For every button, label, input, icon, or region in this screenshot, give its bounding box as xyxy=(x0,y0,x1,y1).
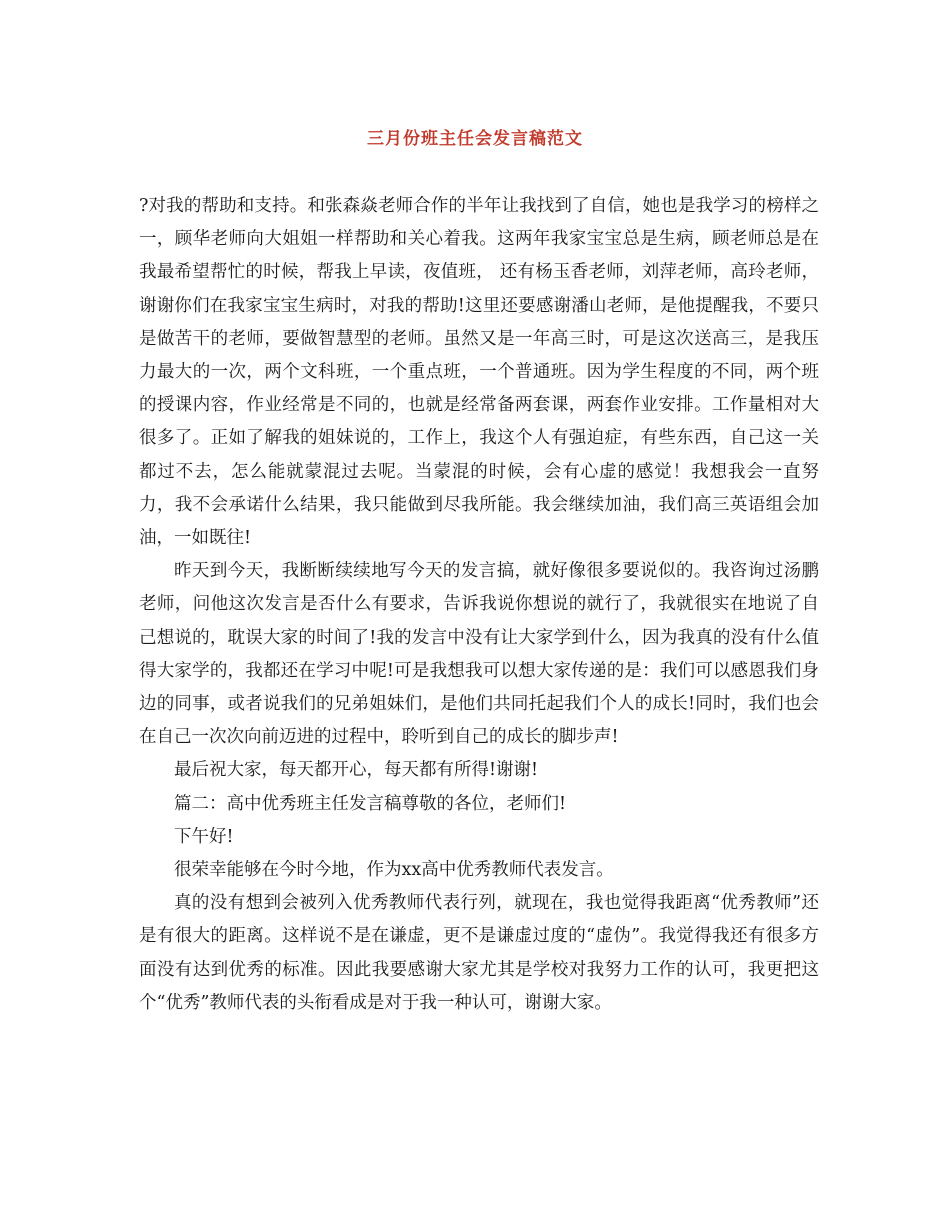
paragraph: 下午好! xyxy=(174,826,234,847)
document-body xyxy=(139,190,819,1020)
paragraph: 很荣幸能够在今时今地，作为xx高中优秀教师代表发言。 xyxy=(174,860,614,881)
paragraph: 篇二：高中优秀班主任发言稿尊敬的各位，老师们! xyxy=(174,793,567,814)
paragraph: ?对我的帮助和支持。和张森焱老师合作的半年让我找到了自信，她也是我学习的榜样之一，顾华老师向大姐姐一样帮助和关心着我。这两年我家宝宝总是生病，顾老师总是在我最希望帮忙的时候，帮我上早读，夜值班， 还有杨玉香老师，刘萍老师，高玲老师，谢谢你们在我家宝宝生病时，对我的帮助!这里还要感谢潘山老师，是他提醒我，不要只是做苦干的老师，要做智慧型的老师。虽然又是一年高三时，可是这次送高三，是我压力最大的一次，两个文科班，一个重点班，一个普通班。因为学生程度的不同，两个班的授课内容，作业经常是不同的，也就是经常备两套课，两套作业安排。工作量相对大很多了。正如了解我的姐妹说的，工作上，我这个人有强迫症，有些东西，自己这一关都过不去，怎么能就蒙混过去呢。当蒙混的时候，会有心虚的感觉！我想我会一直努力，我不会承诺什么结果，我只能做到尽我所能。我会继续加油，我们高三英语组会加油，一如既往! xyxy=(139,196,819,549)
paragraph: 最后祝大家，每天都开心，每天都有所得!谢谢! xyxy=(174,760,539,781)
paragraph: 真的没有想到会被列入优秀教师代表行列，就现在，我也觉得我距离“优秀教师”还是有很大的距离。这样说不是在谦虚，更不是谦虚过度的“虚伪”。我觉得我还有很多方面没有达到优秀的标准。因此我要感谢大家尤其是学校对我努力工作的认可，我更把这个“优秀”教师代表的头衔看成是对于我一种认可，谢谢大家。 xyxy=(139,893,819,1013)
paragraph: 昨天到今天，我断断续续地写今天的发言搞，就好像很多要说似的。我咨询过汤鹏老师，问他这次发言是否什么有要求，告诉我说你想说的就行了，我就很实在地说了自己想说的，耽误大家的时间了!我的发言中没有让大家学到什么，因为我真的没有什么值得大家学的，我都还在学习中呢!可是我想我可以想大家传递的是：我们可以感恩我们身边的同事，或者说我们的兄弟姐妹们，是他们共同托起我们个人的成长!同时，我们也会在自己一次次向前迈进的过程中，聆听到自己的成长的脚步声! xyxy=(139,561,819,748)
document-title: 三月份班主任会发言稿范文 xyxy=(367,129,583,149)
